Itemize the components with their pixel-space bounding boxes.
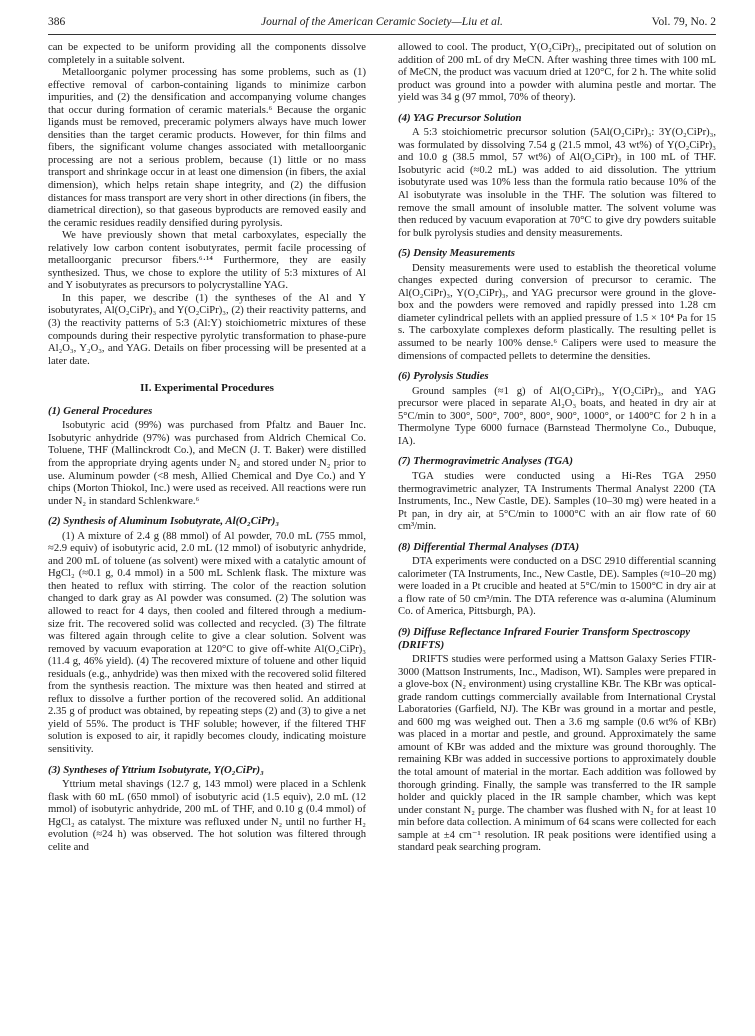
subsection-heading: (5) Density Measurements: [398, 247, 515, 260]
right-column: [398, 42, 716, 855]
paragraph: In this paper, we describe (1) the syntheses of the Al and Y isobutyrates, Al(O₂CiPr)₃ and Y(O₂CiPr)₃, (2) their reactivity patterns, and (3) the reactivity patterns of 5:3 (Al:Y) stoichiometric mixtures of these compounds during their respective pyrolytic transformation to phase-pure Al₂O₃, Y₂O₃, and YAG. Details on fiber processing will be presented at a later date.: [48, 292, 366, 367]
volume-issue: Vol. 79, No. 2: [651, 16, 716, 28]
paragraph: DRIFTS studies were performed using a Mattson Galaxy Series FTIR-3000 (Mattson Instruments, Inc., Madison, WI). Samples were prepared in a glove-box (N₂ environment) using crystalline KBr. The KBr was optical-grade random cuttings commercially available from International Crystal Laboratories (Garfield, NJ). The KBr was ground in a mortar and pestle, and 600 mg was weighed out. Then a 3.6 mg sample (0.6 wt% of KBr) was placed in a mortar and pestle, and ground. Approximately the same amount of KBr was added and the mixture was ground thoroughly. The remaining KBr was added in successive portions to approximately double the total amount of material in the mortar. Each addition was followed by thorough grinding. Finally, the sample was transferred to the IR sample holder and quickly placed in the IR sample chamber, which was kept under constant N₂ purge. The chamber was flushed with N₂ for at least 10 min before data collection. A minimum of 64 scans were collected for each sample at ±4 cm⁻¹ resolution. IR peak positions were identified using a standard peak searching program.: [398, 654, 716, 854]
paragraph: Isobutyric acid (99%) was purchased from Pfaltz and Bauer Inc. Isobutyric anhydride (97%) was purchased from Aldrich Chemical Co. Toluene, THF (Mallinckrodt Co.), and MeCN (J. T. Baker) were distilled from the appropriate drying agents under N₂ and stored under N₂ prior to use. Aluminum powder (<8 mesh, Allied Chemical and Dye Co.) and Y chips (Morton Thiokol, Inc.) were used as received. All reactions were run under N₂ in standard Schlenkware.⁶: [48, 420, 366, 507]
section-heading: II. Experimental Procedures: [140, 382, 274, 395]
page-number: 386: [48, 16, 66, 28]
paragraph: Metalloorganic polymer processing has some problems, such as (1) effective removal of carbon-containing ligands to minimize carbon impurities, and (2) the densification and accompanying volume changes that occur during formation of ceramic materials.⁶ Because the organic ligands must be removed, preceramic polymers always have much lower densities than the target ceramic products. However, for thin films and fibers, the significant volume changes associated with metalloorganic processing are not a serious problem, because (1) little or no mass transport and shrinkage occur in at least one dimension (in fibers, the axial dimension), which helps retain shape integrity, and (2) the diffusion distances for mass transport are very short in other directions (in fibers, the diametrical direction), so that gaseous byproducts are removed easily and the ceramic residues readily densified during pyrolysis.: [48, 67, 367, 229]
paragraph: TGA studies were conducted using a Hi-Res TGA 2950 thermogravimetric analyzer, TA Instruments Thermal Analyst 2200 (TA Instruments, Inc., New Castle, DE). Samples (10–30 mg) were heated in a Pt pan, in dry air, at 5°C/min to 1000°C with an air flow rate of 60 cm³/min.: [398, 470, 716, 533]
subsection-heading: (2) Synthesis of Aluminum Isobutyrate, Al(O₂CiPr)₃: [48, 515, 280, 528]
journal-title: Journal of the American Ceramic Society—Liu et al.: [261, 16, 503, 28]
subsection-heading: (7) Thermogravimetric Analyses (TGA): [398, 455, 574, 468]
running-header: [48, 12, 716, 32]
paragraph: can be expected to be uniform providing all the components dissolve completely in a suitable solvent.: [48, 42, 366, 66]
paragraph: DTA experiments were conducted on a DSC 2910 differential scanning calorimeter (TA Instruments, Inc., New Castle, DE). Samples (≈10–20 mg) were loaded in a Pt crucible and heated at 5°C/min to 1500°C in dry air at a flow rate of 50 cm³/min. The DTA reference was α-alumina (Aluminum Co. of America, Pittsburgh, PA).: [398, 556, 716, 618]
subsection-heading: (9) Diffuse Reflectance Infrared Fourier Transform Spectroscopy (DRIFTS): [398, 625, 691, 651]
paragraph: (1) A mixture of 2.4 g (88 mmol) of Al powder, 70.0 mL (755 mmol, ≈2.9 equiv) of isobutyric acid, 2.0 mL (12 mmol) of isobutyric anhydride, and 200 mL of toluene (as solvent) were mixed with a catalytic amount of HgCl₂ (≈0.1 g, 0.4 mmol) in a 500 mL Schlenk flask. The mixture was then heated to reflux with stirring. The color of the reaction solution changed to dark gray as Al powder was consumed. (2) The solution was allowed to react for 4 days, then cooled and filtered through a medium-size frit. The recovered solid was collected and recycled. (3) The filtrate was filtered again through celite to give a clear solution. Solvent was removed by vacuum evaporation at 120°C to give off-white Al(O₂CiPr)₃ (11.4 g, 46% yield). (4) The recovered mixture of toluene and other liquid residuals (e.g., anhydride) was then mixed with the recovered solid filtered from the synthesis reaction. The mixture was then heated and stirred at reflux to dissolve a further portion of the recovered solid. An additional 2.35 g of product was obtained, by repeating steps (2) and (3) to give a net yield of 55%. The product is THF soluble; however, if the filtered THF solution is exposed to air, it rapidly becomes cloudy, indicating moisture sensitivity.: [48, 530, 366, 755]
subsection-heading: (6) Pyrolysis Studies: [398, 370, 489, 383]
subsection-heading: (8) Differential Thermal Analyses (DTA): [398, 540, 580, 553]
paragraph: allowed to cool. The product, Y(O₂CiPr)₃, precipitated out of solution on addition of 200 mL of dry MeCN. After washing three times with 100 mL of MeCN, the product was vacuum dried at 120°C, for 2 h. The white solid product was ground into a powder with alumina pestle and mortar. The yield was 34 g (97 mmol, 70% of theory).: [398, 42, 716, 104]
paragraph: We have previously shown that metal carboxylates, especially the relatively low carbon content isobutyrates, permit facile processing of metalloorganic precursor fibers.⁶·¹⁴ Furthermore, they are easily synthesized. Thus, we chose to explore the utility of 5:3 mixtures of Al and Y isobutyrates as precursors to polycrystalline YAG.: [48, 230, 366, 292]
left-column: [48, 42, 366, 854]
subsection-heading: (1) General Procedures: [48, 404, 153, 417]
paragraph: Density measurements were used to establish the theoretical volume changes expected during conversion of precursor to ceramic. The Al(O₂CiPr)₃, Y(O₂CiPr)₃, and YAG precursor were ground in the glove-box and the powders were removed and rapidly pressed into 1.28 cm diameter cylindrical pellets with an applied pressure of 1.5 × 10⁴ Pa for 15 s. The carboxylate complexes deform plastically. The resulting pellet is assumed to be nearly 100% dense.⁶ Calipers were used to measure the dimensions of compacted pellets to determine the densities.: [398, 262, 716, 362]
paragraph: Ground samples (≈1 g) of Al(O₂CiPr)₃, Y(O₂CiPr)₃, and YAG precursor were placed in separate Al₂O₃ boats, and heated in dry air at 5°C/min to 300°, 500°, 700°, 800°, 900°, 1000°, or 1400°C for 2 h in a Thermolyne Type 6000 furnace (Barnstead Thermolyne Co., Dubuque, IA).: [398, 385, 716, 447]
header-rule: [48, 34, 716, 35]
paragraph: Yttrium metal shavings (12.7 g, 143 mmol) were placed in a Schlenk flask with 60 mL (650 mmol) of isobutyric acid (1.5 equiv), 2.0 mL (12 mmol) of isobutyric anhydride, 200 mL of THF, and 0.10 g (0.4 mmol) of HgCl₂ as catalyst. The mixture was refluxed under N₂ until no further H₂ evolution (≈24 h) was observed. The hot solution was filtered through celite and: [48, 779, 366, 853]
subsection-heading: (4) YAG Precursor Solution: [398, 111, 522, 124]
subsection-heading: (3) Syntheses of Yttrium Isobutyrate, Y(O₂CiPr)₃: [48, 763, 264, 776]
paragraph: A 5:3 stoichiometric precursor solution (5Al(O₂CiPr)₃: 3Y(O₂CiPr)₃, was formulated by dissolving 7.54 g (21.5 mmol, 43 wt%) of Y(O₂CiPr)₃ and 10.0 g (38.5 mmol, 57 wt%) of Al(O₂CiPr)₃ in 100 mL of THF. Isobutyric acid (≈0.2 mL) was added to aid dissolution. The yttrium isobutyrate used was 10% less than the formula ratio because 10% of the Al isobutyrate was insoluble in the THF. The solution was filtered to remove the small amount of insoluble matter. The solvent volume was then reduced by vacuum evaporation at 70°C to give dry powders suitable for bulk pyrolysis studies and density measurements.: [398, 127, 716, 239]
